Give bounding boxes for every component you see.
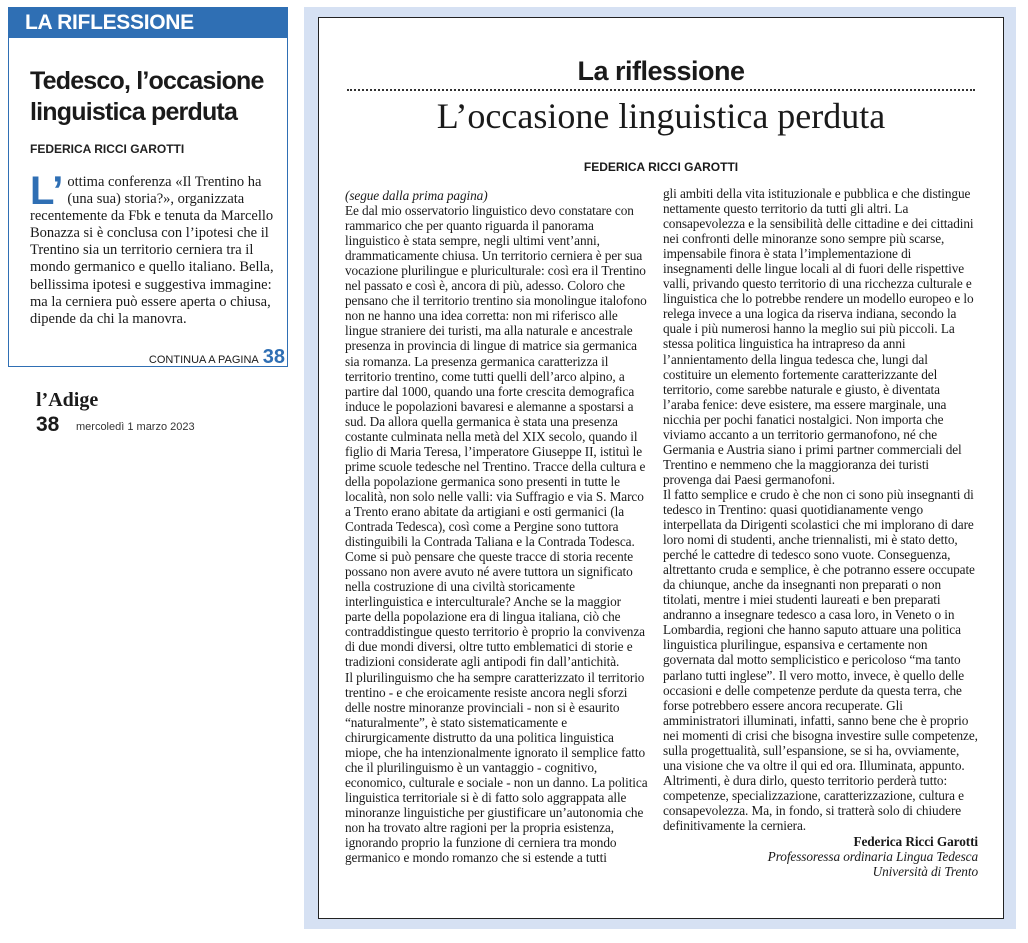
article-column-right <box>663 186 978 879</box>
teaser-title <box>30 66 280 128</box>
signature-name: Federica Ricci Garotti <box>853 834 978 850</box>
paragraph: Ee dal mio osservatorio linguistico devo constatare con rammarico che per quanto riguarda il panorama linguistico è stata sempre, negli ultimi vent’anni, drammaticamente chiusa. Un territorio cerniera è per sua vocazione plurilingue e pluriculturale: così era il Trentino nel passato e così è, ancora di più, adesso. Coloro che pensano che il territorio trentino sia monolingue italofono non ne hanno una idea corretta: non mi riferisco alle lingue straniere dei turisti, ma alla naturale e ancestrale presenza in provincia di lingue di matrice sia germanica sia romanza. La presenza germanica caratterizza il territorio trentino, come tutti quelli dell’arco alpino, a partire dal 1000, quando una forte crescita demografica induce le popolazioni bavaresi e alemanne a spostarsi a sud. Da allora quella germanica è stata una presenza costante culminata nella metà del XIX secolo, quando il figlio di Maria Teresa, l’imperatore Giuseppe II, istituì le prime scuole tedesche nel Trentino. Tracce della cultura e della popolazione germanica sono presenti in tutte le località, non solo nelle valli: via Suffragio e via S. Marco a Trento erano abitate da artigiani e osti germanici (la Contrada Tedesca), così come a Pergine sono tuttora distinguibili la Contrada Taliana e la Contrada Todesca. Come si può pensare che queste tracce di storia recente possano non avere avuto né avere tuttora un significato nella costruzione di una civiltà storicamente interlinguistica e interculturale? Anche se la maggior parte della popolazione era di lingua italiana, ciò che contraddistingue questo territorio è proprio la convivenza di due mondi diversi, oltre tutto emblematici di storie e tradizioni considerate agli antipodi fin dall’antichità. <box>345 203 647 670</box>
teaser-author: FEDERICA RICCI GAROTTI <box>30 142 185 156</box>
article-frame <box>304 7 1016 929</box>
teaser-body-text: ottima conferenza «Il Trentino ha (una sua) storia?», organizzata recentemente da Fbk e tenuta da Marcello Bonazza si è conclusa con l’ipotesi che il Trentino sia un territorio cerniera tra il mondo germanico e quello italiano. Bella, bellissima ipotesi e suggestiva immagine: ma la cerniera può essere aperta o chiusa, dipende da chi la manovra. <box>30 174 274 327</box>
paragraph: Il fatto semplice e crudo è che non ci sono più insegnanti di tedesco in Trentino: quasi quotidianamente vengo interpellata da Dirigenti scolastici che mi implorano di dare loro nomi di studenti, anche triennalisti, mi è stato detto, perché le cattedre di tedesco sono vuote. Conseguenza, altrettanto cruda e semplice, è che potranno essere occupate da chiunque, anche da insegnanti non preparati o non titolati, mentre i miei studenti laureati e ben preparati andranno a insegnare tedesco a casa loro, in Veneto o in Lombardia, regioni che hanno saputo attuare una politica linguistica plurilingue, espansiva e certamente non governata dal motto semplicistico e pericoloso “ma tanto parlano tutti inglese”. Il vero motto, invece, è quello delle occasioni e delle competenze perdute da questa terra, che forse potrebbero essere ancora recuperate. Gli amministratori illuminati, infatti, sanno bene che è proprio nei momenti di crisi che bisogna investire sulle competenze, sulla progettualità, sull’espansione, se si ha, ovviamente, una visione che va oltre il qui ed ora. Illuminata, appunto. Altrimenti, è dura dirlo, questo territorio perderà tutto: competenze, specializzazione, caratterizzazione, cultura e consapevolezza. Ma, in fondo, si tratterà solo di chiudere definitivamente la cerniera. <box>663 486 978 833</box>
teaser-title-line-1: Tedesco, l’occasione <box>30 67 264 95</box>
continue-link[interactable] <box>149 348 285 366</box>
paragraph: Il plurilinguismo che ha sempre caratterizzato il territorio trentino - e che eroicamente resiste ancora negli sforzi delle nostre minoranze provinciali - non si è esaurito “naturalmente”, è stato sistematicamente e chirurgicamente distrutto da una politica linguistica miope, che ha intenzionalmente ignorato il semplice fatto che il plurilinguismo è un vantaggio - cognitivo, economico, culturale e sociale - non un danno. La politica linguistica territoriale si è di fatto solo aggrappata alle minoranze linguistiche per giustificare un’autonomia che non ha trovato altre ragioni per la propria esistenza, ignorando proprio la funzione di cerniera tra mondo germanico e mondo romanzo che si estende a tutti <box>345 669 648 866</box>
continue-page-number: 38 <box>262 346 285 368</box>
newspaper-name: l’Adige <box>36 389 99 411</box>
signature-institution: Università di Trento <box>872 864 978 880</box>
continue-label: CONTINUA A PAGINA <box>148 354 259 366</box>
signature-role: Professoressa ordinaria Lingua Tedesca <box>767 849 978 865</box>
section-label: LA RIFLESSIONE <box>9 8 287 38</box>
paragraph: gli ambiti della vita istituzionale e pubblica e che distingue nettamente questo territorio da tutti gli altri. La consapevolezza e la sensibilità delle cittadine e dei cittadini nei confronti delle minoranze sono sempre più scarse, impensabile finora è stata l’implementazione di insegnamenti delle lingue locali al di fuori delle rispettive valli, privando questo territorio di una ricchezza culturale e linguistica che lo potrebbe rendere un modello europeo e lo relega invece a una logica da riserva indiana, secondo la quale i più numerosi hanno la meglio sui più piccoli. La stessa politica linguistica ha intrapreso da anni l’annientamento della lingua tedesca che, lungi dal costituire un elemento fortemente caratterizzante del territorio, come sarebbe naturale e giusto, è diventata l’araba fenice: deve esistere, ma essere marginale, una nicchia per pochi fanatici nostalgici. Non importa che viviamo accanto a un territorio germanofono, né che Germania e Austria siano i primi partner commerciali del Trentino e nemmeno che la maggioranza dei turisti provenga dai Paesi germanofoni. <box>663 186 974 487</box>
article <box>318 17 1004 919</box>
drop-cap: L’ <box>30 169 64 213</box>
article-column-left <box>345 188 650 865</box>
article-byline: FEDERICA RICCI GAROTTI <box>583 160 739 174</box>
issue-date: mercoledì 1 marzo 2023 <box>76 421 195 433</box>
page-number: 38 <box>36 413 60 436</box>
continued-note: (segue dalla prima pagina) <box>345 188 488 203</box>
teaser-body <box>30 169 286 328</box>
article-headline: L’occasione linguistica perduta <box>436 96 886 136</box>
signature <box>663 834 978 879</box>
front-page-teaser <box>8 7 288 367</box>
teaser-title-line-2: linguistica perduta <box>30 98 238 126</box>
dotted-divider <box>347 89 975 91</box>
article-kicker: La riflessione <box>577 56 745 86</box>
